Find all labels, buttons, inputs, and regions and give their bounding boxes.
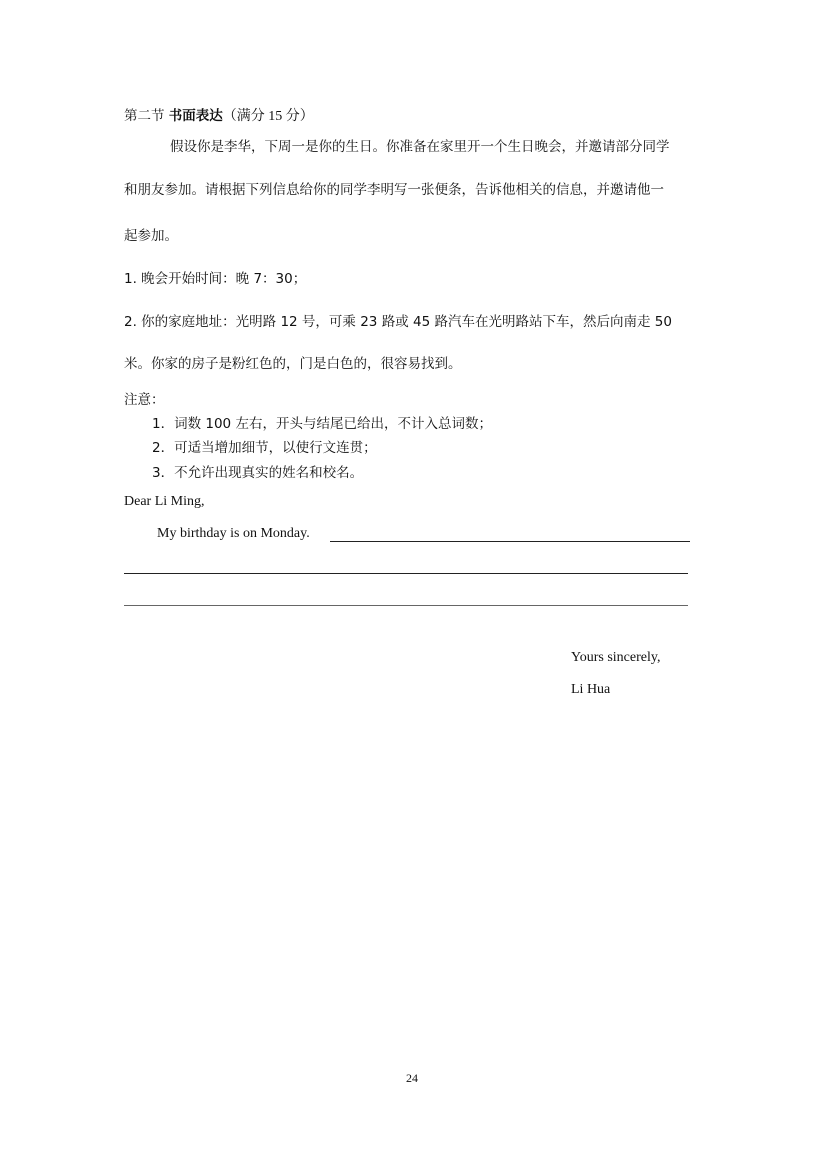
section-score: （满分 15 分） [222,109,314,124]
prompt-line: 起参加。 [124,228,178,244]
prompt-line: 假设你是李华，下周一是你的生日。你准备在家里开一个生日晚会，并邀请部分同学 [170,139,670,155]
answer-line[interactable] [124,573,688,574]
info-line: 米。你家的房子是粉红色的，门是白色的，很容易找到。 [124,356,462,372]
info-line: 1. 晚会开始时间：晚 7：30； [124,271,307,287]
section-title: 书面表达 [168,108,223,124]
note-item: 1．词数 100 左右，开头与结尾已给出，不计入总词数； [152,416,492,432]
prompt-line: 和朋友参加。请根据下列信息给你的同学李明写一张便条，告诉他相关的信息，并邀请他一 [124,182,664,198]
answer-line[interactable] [330,541,690,542]
note-item: 2．可适当增加细节，以使行文连贯； [152,440,377,456]
letter-opening: My birthday is on Monday. [157,526,310,541]
section-label: 第二节 [124,108,165,124]
section-heading [124,107,314,126]
answer-line[interactable] [124,605,688,606]
notes-label: 注意： [124,392,165,408]
letter-greeting: Dear Li Ming, [124,494,205,509]
page-number: 24 [406,1071,418,1085]
info-line: 2. 你的家庭地址：光明路 12 号，可乘 23 路或 45 路汽车在光明路站下车，然后向南走 50 [124,314,672,330]
note-item: 3．不允许出现真实的姓名和校名。 [152,465,364,481]
letter-signature: Li Hua [571,682,611,697]
letter-closing: Yours sincerely, [571,650,661,665]
